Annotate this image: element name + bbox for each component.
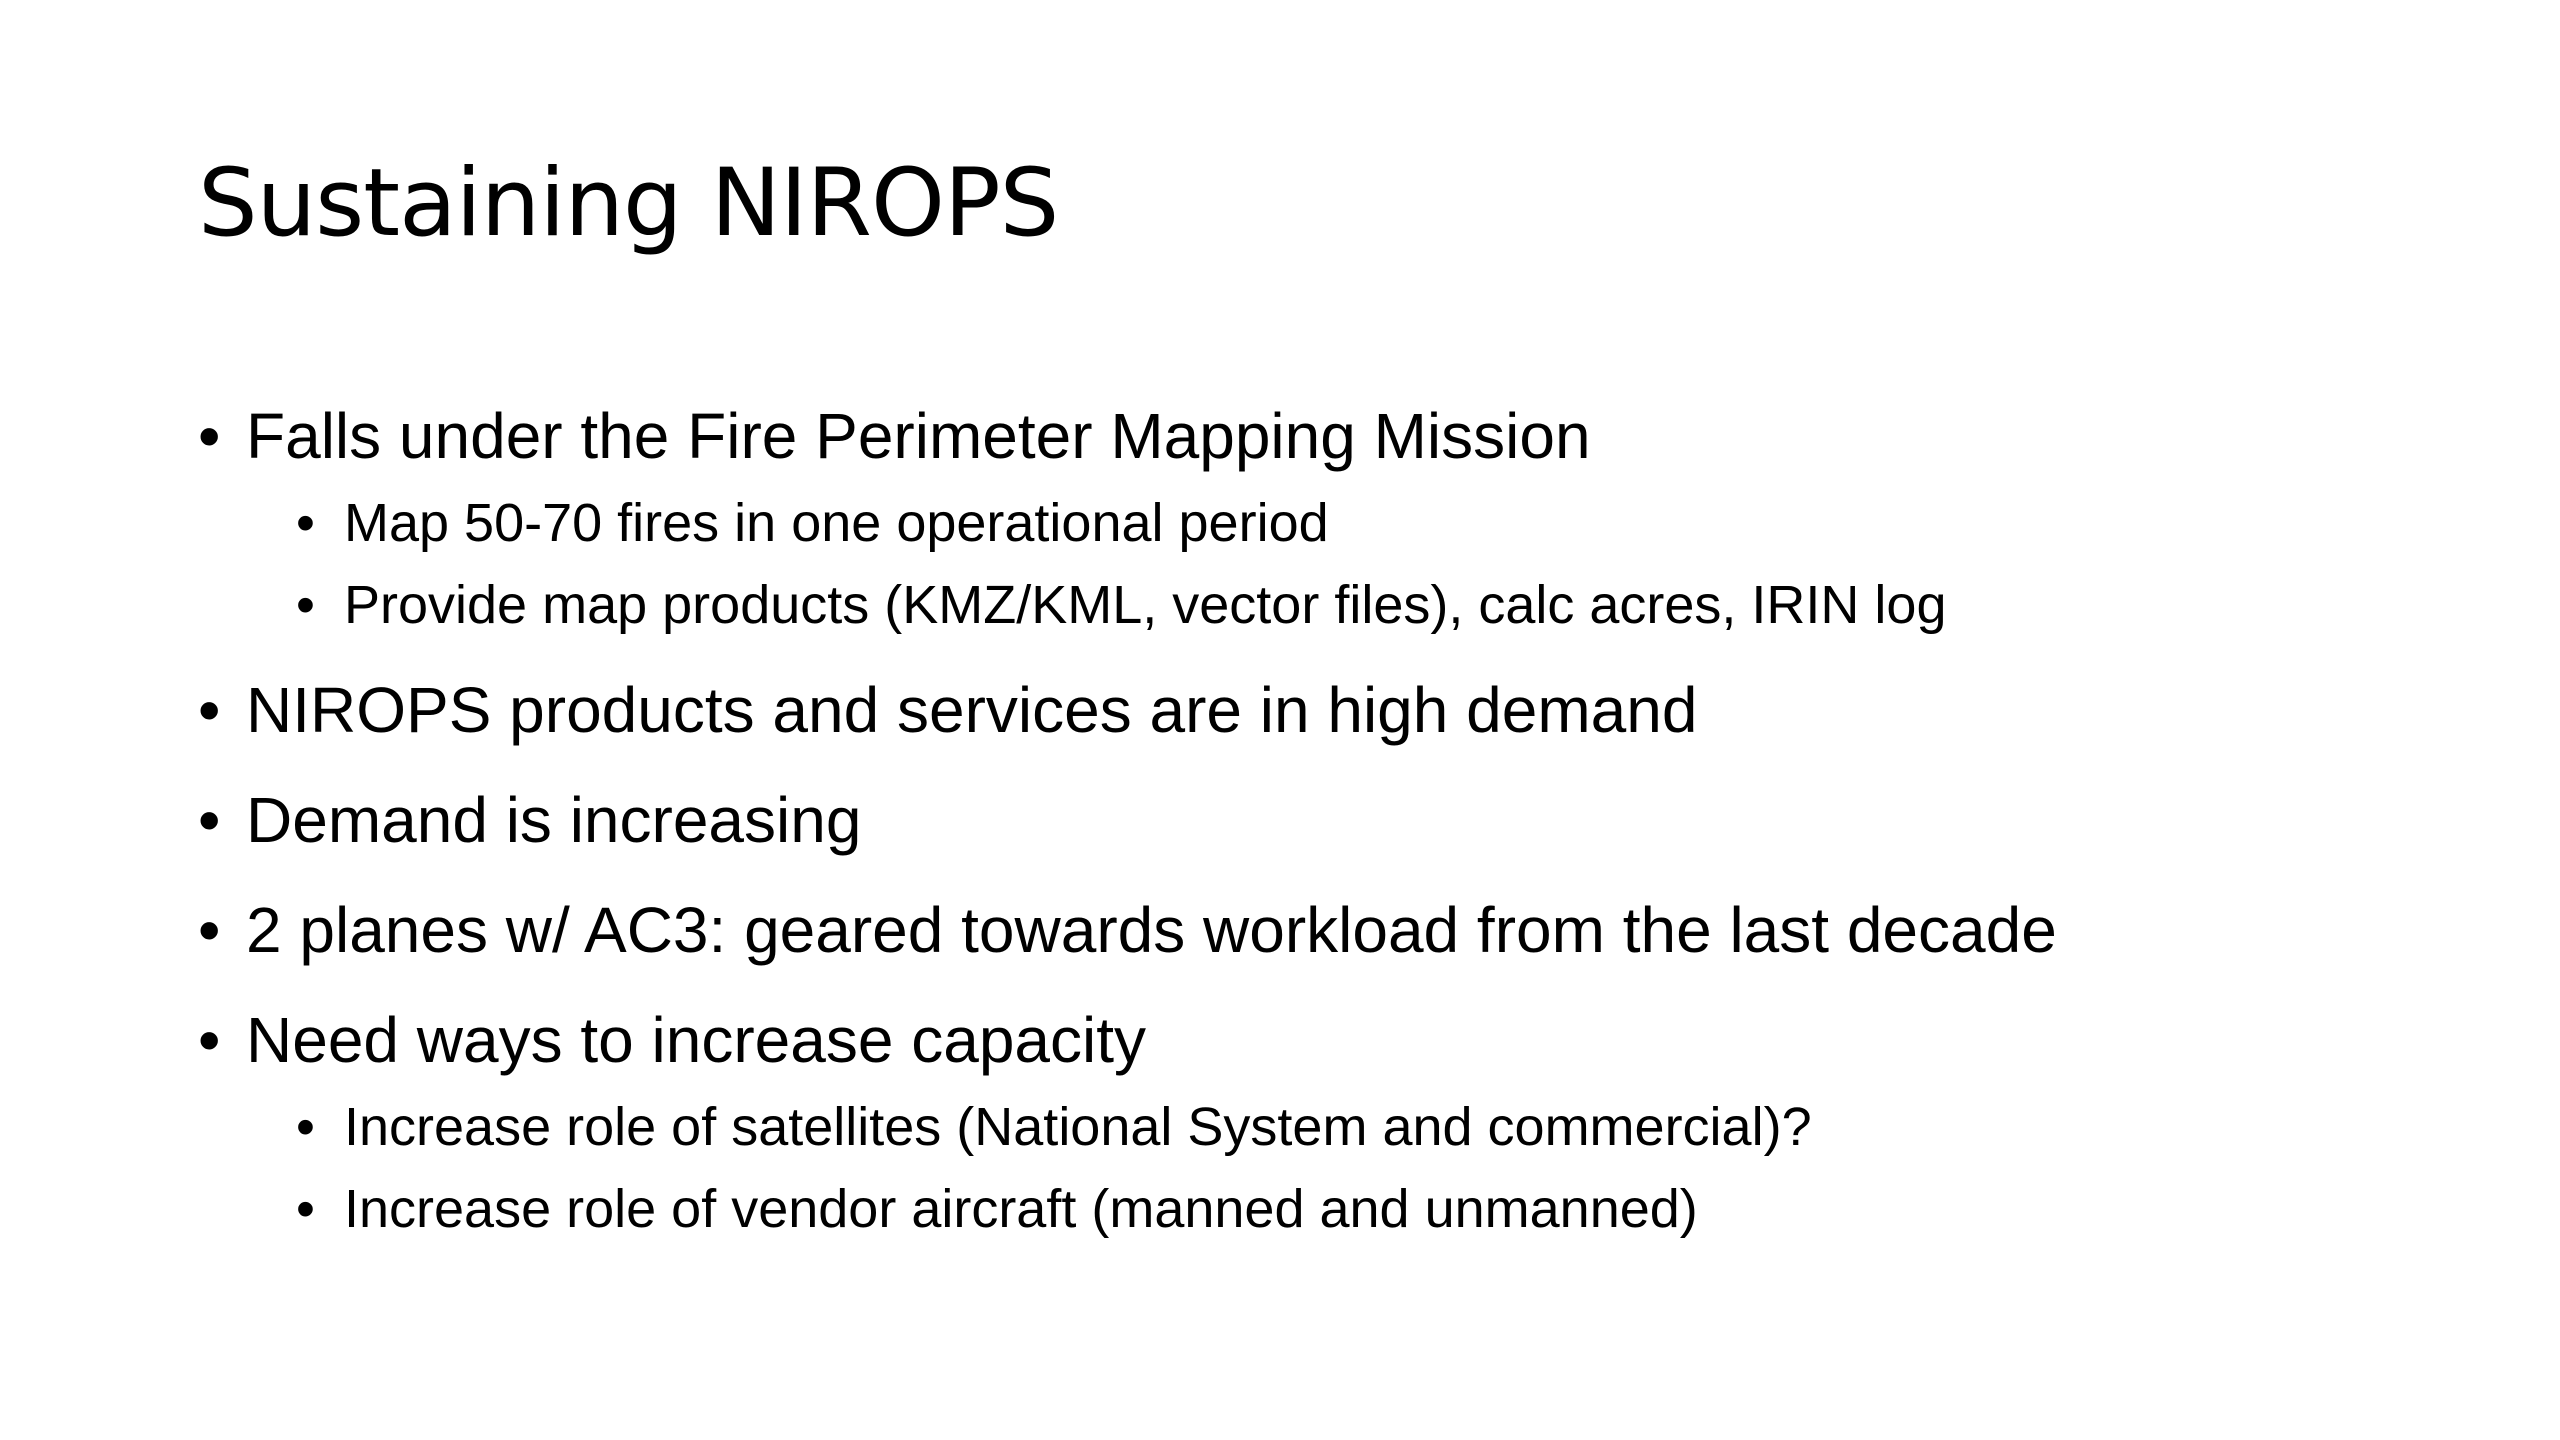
- sub-bullet-item: [198, 1168, 2478, 1250]
- bullet-item: [198, 884, 2478, 976]
- bullet-dot-icon: [296, 564, 315, 646]
- sub-bullet-item: [198, 1086, 2478, 1168]
- sub-bullet-item: [198, 564, 2478, 646]
- sub-bullet-item: [198, 482, 2478, 564]
- bullet-dot-icon: [296, 482, 315, 564]
- bullet-dot-icon: [198, 994, 220, 1086]
- bullet-text: 2 planes w/ AC3: geared towards workload from the last decade: [246, 894, 2057, 966]
- sub-bullet-text: Provide map products (KMZ/KML, vector files), calc acres, IRIN log: [344, 575, 1947, 635]
- bullet-dot-icon: [198, 884, 220, 976]
- bullet-item: [198, 390, 2478, 482]
- sub-bullet-text: Increase role of satellites (National System and commercial)?: [344, 1097, 1812, 1157]
- bullet-dot-icon: [198, 664, 220, 756]
- bullet-dot-icon: [198, 390, 220, 482]
- bullet-item: [198, 664, 2478, 756]
- bullet-text: Falls under the Fire Perimeter Mapping Mission: [246, 400, 1591, 472]
- sub-bullet-text: Map 50-70 fires in one operational period: [344, 493, 1329, 553]
- bullet-dot-icon: [296, 1168, 315, 1250]
- sub-bullet-text: Increase role of vendor aircraft (manned and unmanned): [344, 1179, 1698, 1239]
- bullet-text: NIROPS products and services are in high demand: [246, 674, 1698, 746]
- bullet-dot-icon: [296, 1086, 315, 1168]
- bullet-text: Demand is increasing: [246, 784, 862, 856]
- bullet-item: [198, 994, 2478, 1086]
- bullet-item: [198, 774, 2478, 866]
- bullet-dot-icon: [198, 774, 220, 866]
- slide-title: Sustaining NIROPS: [198, 149, 1059, 258]
- bullet-list: [198, 390, 2478, 1250]
- bullet-text: Need ways to increase capacity: [246, 1004, 1146, 1076]
